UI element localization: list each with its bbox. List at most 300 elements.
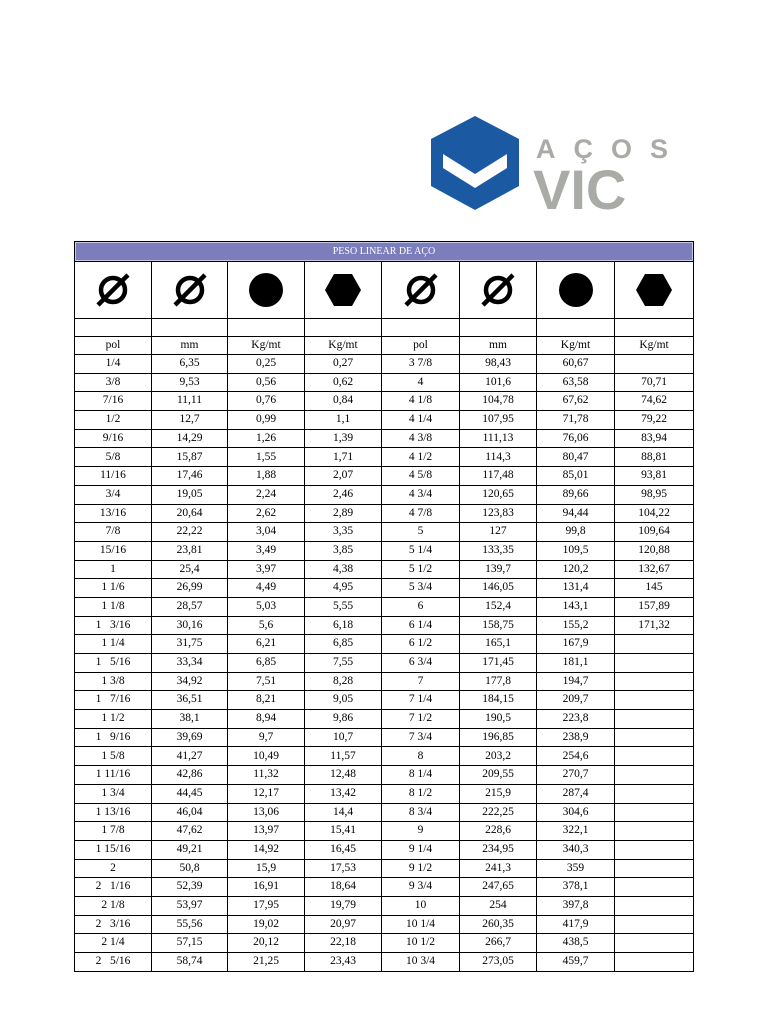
table-cell: 34,92 <box>152 672 228 691</box>
symbol-cell <box>460 262 537 319</box>
table-cell: 0,99 <box>228 411 305 430</box>
table-cell <box>615 355 694 374</box>
table-cell: 145 <box>615 579 694 598</box>
table-cell: 1,39 <box>305 429 382 448</box>
acos-vic-logo <box>431 116 699 212</box>
table-cell <box>615 859 694 878</box>
hexagon-bar-icon <box>323 270 363 310</box>
table-cell: 254,6 <box>537 747 615 766</box>
unit-header: Kg/mt <box>228 337 305 355</box>
table-cell: 0,76 <box>228 392 305 411</box>
table-cell: 117,48 <box>460 467 537 486</box>
table-cell: 20,64 <box>152 504 228 523</box>
table-cell: 270,7 <box>537 766 615 785</box>
logo-text-acos: AÇOS <box>536 134 687 164</box>
table-cell: 44,45 <box>152 784 228 803</box>
table-cell: 2,89 <box>305 504 382 523</box>
table-cell: 2 <box>75 859 152 878</box>
table-cell: 109,64 <box>615 523 694 542</box>
table-cell <box>615 654 694 673</box>
table-cell <box>615 878 694 897</box>
table-cell: 1 1/6 <box>75 579 152 598</box>
blank-cell <box>228 319 305 337</box>
table-cell: 16,91 <box>228 878 305 897</box>
hexagon-bar-icon <box>634 270 674 310</box>
round-bar-icon <box>246 270 286 310</box>
table-row <box>75 355 694 374</box>
blank-cell <box>305 319 382 337</box>
table-cell: 10,49 <box>228 747 305 766</box>
table-cell: 196,85 <box>460 728 537 747</box>
table-cell: 9,7 <box>228 728 305 747</box>
table-cell: 0,56 <box>228 373 305 392</box>
table-cell: 1,55 <box>228 448 305 467</box>
table-cell: 1,88 <box>228 467 305 486</box>
table-cell: 70,71 <box>615 373 694 392</box>
table-cell: 2 3/16 <box>75 915 152 934</box>
table-cell <box>615 822 694 841</box>
table-cell: 58,74 <box>152 953 228 972</box>
table-cell: 9 1/4 <box>382 840 460 859</box>
diameter-icon <box>478 270 518 310</box>
table-cell: 3,49 <box>228 541 305 560</box>
table-cell: 181,1 <box>537 654 615 673</box>
table-cell: 79,22 <box>615 411 694 430</box>
table-row <box>75 766 694 785</box>
table-cell: 4 <box>382 373 460 392</box>
table-row <box>75 710 694 729</box>
table-cell: 1 15/16 <box>75 840 152 859</box>
symbol-cell <box>615 262 694 319</box>
table-row <box>75 560 694 579</box>
table-cell: 15,87 <box>152 448 228 467</box>
table-cell: 120,65 <box>460 485 537 504</box>
table-cell: 133,35 <box>460 541 537 560</box>
blank-cell <box>382 319 460 337</box>
peso-linear-table <box>74 241 694 972</box>
table-cell: 9,05 <box>305 691 382 710</box>
table-cell: 3/4 <box>75 485 152 504</box>
table-cell: 0,25 <box>228 355 305 374</box>
table-cell: 11/16 <box>75 467 152 486</box>
symbol-cell <box>382 262 460 319</box>
table-cell: 131,4 <box>537 579 615 598</box>
table-cell: 6,21 <box>228 635 305 654</box>
table-cell: 8 <box>382 747 460 766</box>
table-cell: 10 1/2 <box>382 934 460 953</box>
table-cell: 49,21 <box>152 840 228 859</box>
table-cell: 127 <box>460 523 537 542</box>
table-cell: 143,1 <box>537 597 615 616</box>
table-cell: 2,62 <box>228 504 305 523</box>
table-cell: 7,51 <box>228 672 305 691</box>
table-cell: 4 1/4 <box>382 411 460 430</box>
table-cell: 6 <box>382 597 460 616</box>
table-cell: 55,56 <box>152 915 228 934</box>
table-row <box>75 541 694 560</box>
table-cell: 14,92 <box>228 840 305 859</box>
table-row <box>75 840 694 859</box>
table-row <box>75 691 694 710</box>
table-cell: 378,1 <box>537 878 615 897</box>
table-cell: 2,46 <box>305 485 382 504</box>
table-cell: 1 1/8 <box>75 597 152 616</box>
table-cell: 88,81 <box>615 448 694 467</box>
table-cell: 247,65 <box>460 878 537 897</box>
table-cell: 8 1/4 <box>382 766 460 785</box>
table-cell: 50,8 <box>152 859 228 878</box>
table-cell: 238,9 <box>537 728 615 747</box>
table-cell: 9 1/2 <box>382 859 460 878</box>
table-row <box>75 411 694 430</box>
table-cell: 20,12 <box>228 934 305 953</box>
table-cell: 5/8 <box>75 448 152 467</box>
table-cell: 223,8 <box>537 710 615 729</box>
table-cell: 1 <box>75 560 152 579</box>
table-cell: 63,58 <box>537 373 615 392</box>
table-cell: 14,4 <box>305 803 382 822</box>
table-cell: 18,64 <box>305 878 382 897</box>
table-cell: 209,7 <box>537 691 615 710</box>
table-cell: 36,51 <box>152 691 228 710</box>
table-cell <box>615 934 694 953</box>
table-cell: 234,95 <box>460 840 537 859</box>
diameter-icon <box>170 270 210 310</box>
table-cell: 1 3/16 <box>75 616 152 635</box>
table-cell: 6 1/4 <box>382 616 460 635</box>
unit-header: Kg/mt <box>537 337 615 355</box>
table-cell: 1/4 <box>75 355 152 374</box>
unit-header: pol <box>382 337 460 355</box>
unit-header: mm <box>460 337 537 355</box>
table-cell: 3/8 <box>75 373 152 392</box>
table-cell: 1 5/8 <box>75 747 152 766</box>
table-row <box>75 747 694 766</box>
table-cell: 15,41 <box>305 822 382 841</box>
table-cell: 171,45 <box>460 654 537 673</box>
table-cell: 71,78 <box>537 411 615 430</box>
table-cell: 7 3/4 <box>382 728 460 747</box>
table-cell: 109,5 <box>537 541 615 560</box>
table-cell: 2 5/16 <box>75 953 152 972</box>
table-cell: 132,67 <box>615 560 694 579</box>
table-cell: 11,57 <box>305 747 382 766</box>
table-cell: 203,2 <box>460 747 537 766</box>
table-cell: 5,55 <box>305 597 382 616</box>
table-cell: 8 3/4 <box>382 803 460 822</box>
table-cell: 12,48 <box>305 766 382 785</box>
table-cell: 4 1/2 <box>382 448 460 467</box>
table-cell: 15,9 <box>228 859 305 878</box>
table-row <box>75 523 694 542</box>
table-cell: 10 <box>382 896 460 915</box>
table-cell: 52,39 <box>152 878 228 897</box>
table-cell: 30,16 <box>152 616 228 635</box>
blank-cell <box>460 319 537 337</box>
table-cell: 11,11 <box>152 392 228 411</box>
table-cell: 28,57 <box>152 597 228 616</box>
table-cell: 3,85 <box>305 541 382 560</box>
table-cell: 42,86 <box>152 766 228 785</box>
table-cell: 16,45 <box>305 840 382 859</box>
table-cell: 4,38 <box>305 560 382 579</box>
table-cell: 4 3/8 <box>382 429 460 448</box>
table-cell: 1 9/16 <box>75 728 152 747</box>
table-cell: 167,9 <box>537 635 615 654</box>
table-cell: 13,42 <box>305 784 382 803</box>
table-cell: 80,47 <box>537 448 615 467</box>
table-cell: 209,55 <box>460 766 537 785</box>
table-cell: 0,62 <box>305 373 382 392</box>
table-row <box>75 672 694 691</box>
table-cell: 6,85 <box>228 654 305 673</box>
table-cell: 94,44 <box>537 504 615 523</box>
table-title: PESO LINEAR DE AÇO <box>75 242 694 262</box>
table-row <box>75 859 694 878</box>
table-cell: 111,13 <box>460 429 537 448</box>
table-cell: 6 1/2 <box>382 635 460 654</box>
table-cell: 9,86 <box>305 710 382 729</box>
table-cell: 13,06 <box>228 803 305 822</box>
table-row <box>75 934 694 953</box>
table-cell: 3,35 <box>305 523 382 542</box>
table-cell: 241,3 <box>460 859 537 878</box>
table-row <box>75 392 694 411</box>
table-cell <box>615 635 694 654</box>
table-cell: 7/8 <box>75 523 152 542</box>
table-cell: 5,03 <box>228 597 305 616</box>
table-cell: 101,6 <box>460 373 537 392</box>
table-cell: 184,15 <box>460 691 537 710</box>
table-cell: 1 11/16 <box>75 766 152 785</box>
table-row <box>75 579 694 598</box>
table-cell: 2,24 <box>228 485 305 504</box>
table-cell: 67,62 <box>537 392 615 411</box>
table-row <box>75 448 694 467</box>
table-cell: 12,7 <box>152 411 228 430</box>
unit-header: Kg/mt <box>305 337 382 355</box>
table-row <box>75 504 694 523</box>
table-cell: 215,9 <box>460 784 537 803</box>
symbol-cell <box>305 262 382 319</box>
table-cell: 4 5/8 <box>382 467 460 486</box>
table-cell: 254 <box>460 896 537 915</box>
table-cell: 60,67 <box>537 355 615 374</box>
table-row <box>75 616 694 635</box>
table-cell: 99,8 <box>537 523 615 542</box>
table-cell: 171,32 <box>615 616 694 635</box>
table-cell: 6,85 <box>305 635 382 654</box>
table-cell <box>615 840 694 859</box>
table-cell <box>615 915 694 934</box>
table-cell: 41,27 <box>152 747 228 766</box>
table-cell: 2,07 <box>305 467 382 486</box>
table-cell: 228,6 <box>460 822 537 841</box>
table-cell: 2 1/8 <box>75 896 152 915</box>
table-cell: 5,6 <box>228 616 305 635</box>
table-cell: 146,05 <box>460 579 537 598</box>
table-cell: 46,04 <box>152 803 228 822</box>
table-cell: 83,94 <box>615 429 694 448</box>
table-cell: 0,84 <box>305 392 382 411</box>
table-cell: 397,8 <box>537 896 615 915</box>
round-bar-icon <box>556 270 596 310</box>
table-row <box>75 896 694 915</box>
table-cell: 104,22 <box>615 504 694 523</box>
table-cell: 1 3/8 <box>75 672 152 691</box>
table-cell: 1 7/8 <box>75 822 152 841</box>
table-cell: 85,01 <box>537 467 615 486</box>
table-cell <box>615 784 694 803</box>
table-cell: 4 7/8 <box>382 504 460 523</box>
table-cell: 93,81 <box>615 467 694 486</box>
table-row <box>75 635 694 654</box>
table-cell: 6,35 <box>152 355 228 374</box>
table-cell: 5 1/4 <box>382 541 460 560</box>
table-row <box>75 467 694 486</box>
symbol-cell <box>537 262 615 319</box>
table-cell: 3,97 <box>228 560 305 579</box>
table-row <box>75 654 694 673</box>
table-cell: 25,4 <box>152 560 228 579</box>
symbol-cell <box>152 262 228 319</box>
table-cell: 340,3 <box>537 840 615 859</box>
table-cell: 5 1/2 <box>382 560 460 579</box>
table-row <box>75 597 694 616</box>
logo-text-vic: VIC <box>533 158 627 212</box>
table-row <box>75 728 694 747</box>
table-cell: 33,34 <box>152 654 228 673</box>
table-cell <box>615 672 694 691</box>
table-row <box>75 822 694 841</box>
table-cell <box>615 803 694 822</box>
table-cell: 4 3/4 <box>382 485 460 504</box>
table-row <box>75 429 694 448</box>
table-cell: 10,7 <box>305 728 382 747</box>
table-cell: 152,4 <box>460 597 537 616</box>
table-cell: 273,05 <box>460 953 537 972</box>
table-cell: 3,04 <box>228 523 305 542</box>
table-cell: 266,7 <box>460 934 537 953</box>
table-cell <box>615 953 694 972</box>
table-cell: 177,8 <box>460 672 537 691</box>
table-row <box>75 373 694 392</box>
table-cell: 158,75 <box>460 616 537 635</box>
table-cell: 459,7 <box>537 953 615 972</box>
table-cell: 22,18 <box>305 934 382 953</box>
table-cell: 7 <box>382 672 460 691</box>
table-cell: 38,1 <box>152 710 228 729</box>
table-cell: 2 1/4 <box>75 934 152 953</box>
table-cell: 26,99 <box>152 579 228 598</box>
table-cell <box>615 747 694 766</box>
table-row <box>75 878 694 897</box>
table-cell: 98,95 <box>615 485 694 504</box>
table-cell: 260,35 <box>460 915 537 934</box>
table-row <box>75 953 694 972</box>
table-cell: 10 1/4 <box>382 915 460 934</box>
diameter-icon <box>401 270 441 310</box>
table-row <box>75 485 694 504</box>
table-cell: 107,95 <box>460 411 537 430</box>
table-cell: 5 3/4 <box>382 579 460 598</box>
table-cell: 12,17 <box>228 784 305 803</box>
table-cell: 31,75 <box>152 635 228 654</box>
table-cell: 0,27 <box>305 355 382 374</box>
table-cell: 10 3/4 <box>382 953 460 972</box>
table-cell: 222,25 <box>460 803 537 822</box>
table-cell: 19,05 <box>152 485 228 504</box>
table-cell: 322,1 <box>537 822 615 841</box>
table-cell: 287,4 <box>537 784 615 803</box>
table-cell: 19,79 <box>305 896 382 915</box>
table-cell: 1/2 <box>75 411 152 430</box>
table-cell: 98,43 <box>460 355 537 374</box>
blank-cell <box>615 319 694 337</box>
table-cell: 7 1/2 <box>382 710 460 729</box>
table-cell: 13/16 <box>75 504 152 523</box>
table-cell: 417,9 <box>537 915 615 934</box>
table-cell <box>615 766 694 785</box>
table-cell: 17,46 <box>152 467 228 486</box>
table-row <box>75 915 694 934</box>
table-cell: 1,26 <box>228 429 305 448</box>
table-cell: 19,02 <box>228 915 305 934</box>
table-cell: 20,97 <box>305 915 382 934</box>
table-cell: 23,81 <box>152 541 228 560</box>
table-cell <box>615 710 694 729</box>
unit-header: pol <box>75 337 152 355</box>
table-cell: 9 <box>382 822 460 841</box>
table-cell: 8,21 <box>228 691 305 710</box>
table-cell: 8,28 <box>305 672 382 691</box>
table-cell: 1 7/16 <box>75 691 152 710</box>
table-cell: 1 5/16 <box>75 654 152 673</box>
table-cell: 9 3/4 <box>382 878 460 897</box>
table-cell: 1 1/4 <box>75 635 152 654</box>
table-cell: 17,53 <box>305 859 382 878</box>
table-cell: 120,88 <box>615 541 694 560</box>
table-cell: 1,71 <box>305 448 382 467</box>
table-cell: 13,97 <box>228 822 305 841</box>
table-cell: 5 <box>382 523 460 542</box>
table-cell: 76,06 <box>537 429 615 448</box>
unit-header: Kg/mt <box>615 337 694 355</box>
table-cell: 53,97 <box>152 896 228 915</box>
table-cell: 8,94 <box>228 710 305 729</box>
table-cell <box>615 896 694 915</box>
table-row <box>75 784 694 803</box>
table-cell: 157,89 <box>615 597 694 616</box>
table-cell: 4 1/8 <box>382 392 460 411</box>
table-cell: 9/16 <box>75 429 152 448</box>
table-cell: 7/16 <box>75 392 152 411</box>
table-cell: 7 1/4 <box>382 691 460 710</box>
table-cell: 155,2 <box>537 616 615 635</box>
blank-cell <box>152 319 228 337</box>
blank-cell <box>75 319 152 337</box>
table-cell: 47,62 <box>152 822 228 841</box>
table-cell: 7,55 <box>305 654 382 673</box>
table-cell: 57,15 <box>152 934 228 953</box>
table-cell: 1 3/4 <box>75 784 152 803</box>
table-cell: 22,22 <box>152 523 228 542</box>
table-cell: 3 7/8 <box>382 355 460 374</box>
table-cell: 4,95 <box>305 579 382 598</box>
table-cell <box>615 691 694 710</box>
blank-cell <box>537 319 615 337</box>
table-cell: 104,78 <box>460 392 537 411</box>
